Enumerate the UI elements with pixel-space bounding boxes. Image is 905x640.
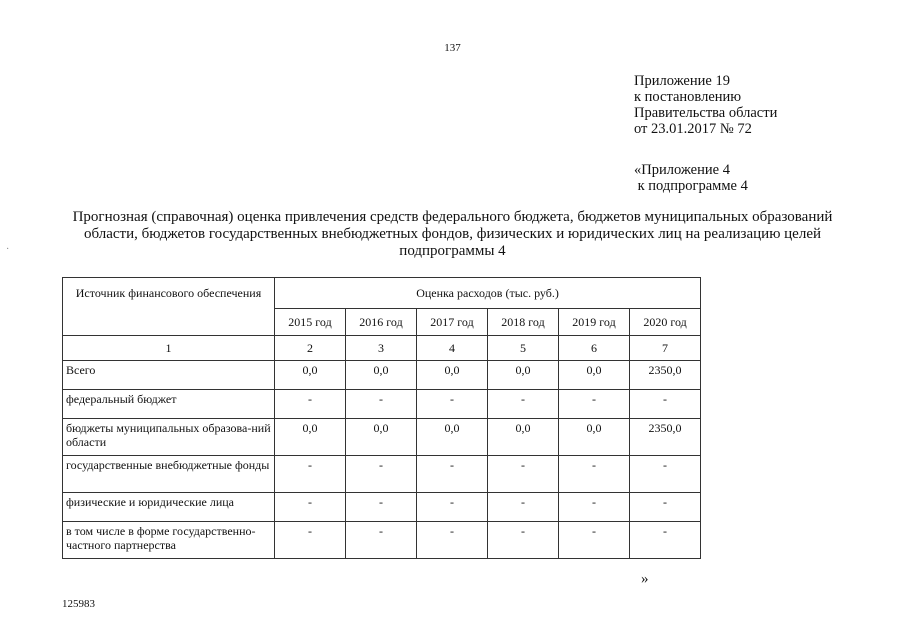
column-number: 5 [488, 336, 559, 361]
document-title [60, 209, 845, 260]
table-row-ppp [63, 522, 701, 559]
cell-value: - [346, 522, 417, 559]
cell-value: - [630, 522, 701, 559]
cell-value: - [275, 390, 346, 419]
table-row-municipal [63, 419, 701, 456]
cell-value: 2350,0 [630, 419, 701, 456]
cell-value: 0,0 [559, 419, 630, 456]
column-number: 3 [346, 336, 417, 361]
appendix-19-line2: к постановлению [634, 89, 742, 105]
title-line3: подпрограммы 4 [399, 243, 506, 259]
scan-artifact: · [6, 244, 10, 255]
table-row-federal [63, 390, 701, 419]
cell-value: 0,0 [488, 361, 559, 390]
cell-value: - [488, 493, 559, 522]
cell-value: - [559, 493, 630, 522]
cell-value: - [630, 493, 701, 522]
year-header: 2016 год [346, 309, 417, 336]
table-row-individuals [63, 493, 701, 522]
appendix-4-line1: «Приложение 4 [634, 162, 730, 178]
column-number: 6 [559, 336, 630, 361]
cell-value: - [417, 493, 488, 522]
year-header: 2019 год [559, 309, 630, 336]
row-label: бюджеты муниципальных образова-ний области [63, 419, 275, 456]
row-label: в том числе в форме государственно-частного партнерства [63, 522, 275, 559]
title-line2: области, бюджетов государственных внебюджетных фондов, физических и юридических лиц на реализацию целей [83, 226, 822, 242]
cell-value: 0,0 [275, 419, 346, 456]
cell-value: - [346, 390, 417, 419]
table-row-total [63, 361, 701, 390]
appendix-19-line4: от 23.01.2017 № 72 [634, 121, 752, 137]
row-label: федеральный бюджет [63, 390, 275, 419]
cell-value: - [275, 493, 346, 522]
cell-value: - [417, 456, 488, 493]
closing-quote: » [641, 571, 649, 587]
column-number: 7 [630, 336, 701, 361]
column-number: 1 [63, 336, 275, 361]
page-number: 137 [444, 42, 461, 54]
cell-value: - [559, 456, 630, 493]
cell-value: 0,0 [417, 361, 488, 390]
column-number-row [63, 336, 701, 361]
cell-value: 0,0 [346, 419, 417, 456]
cell-value: - [488, 390, 559, 419]
appendix-4-line2: к подпрограмме 4 [634, 178, 748, 194]
appendix-4-header [634, 162, 748, 194]
year-header: 2017 год [417, 309, 488, 336]
document-code: 125983 [62, 598, 95, 610]
cell-value: - [275, 522, 346, 559]
appendix-19-line3: Правительства области [634, 105, 778, 121]
year-header: 2020 год [630, 309, 701, 336]
cell-value: - [417, 390, 488, 419]
year-header: 2015 год [275, 309, 346, 336]
source-column-header: Источник финансового обеспечения [63, 278, 275, 336]
cell-value: - [559, 390, 630, 419]
cell-value: - [346, 493, 417, 522]
table-row-extrabudgetary [63, 456, 701, 493]
row-label: государственные внебюджетные фонды [63, 456, 275, 493]
cell-value: - [417, 522, 488, 559]
cell-value: - [488, 456, 559, 493]
cell-value: - [559, 522, 630, 559]
row-label: физические и юридические лица [63, 493, 275, 522]
appendix-19-line1: Приложение 19 [634, 73, 730, 89]
year-header: 2018 год [488, 309, 559, 336]
cell-value: 0,0 [417, 419, 488, 456]
cell-value: 0,0 [346, 361, 417, 390]
cell-value: 0,0 [559, 361, 630, 390]
expense-estimate-header: Оценка расходов (тыс. руб.) [275, 278, 701, 309]
cell-value: - [346, 456, 417, 493]
column-number: 2 [275, 336, 346, 361]
cell-value: 0,0 [275, 361, 346, 390]
cell-value: - [488, 522, 559, 559]
cell-value: 0,0 [488, 419, 559, 456]
funding-table [62, 277, 701, 559]
cell-value: - [630, 390, 701, 419]
column-number: 4 [417, 336, 488, 361]
appendix-19-header [634, 73, 777, 137]
row-label: Всего [63, 361, 275, 390]
cell-value: 2350,0 [630, 361, 701, 390]
title-line1: Прогнозная (справочная) оценка привлечения средств федерального бюджета, бюджетов муниципальных образований [72, 209, 833, 225]
cell-value: - [630, 456, 701, 493]
cell-value: - [275, 456, 346, 493]
